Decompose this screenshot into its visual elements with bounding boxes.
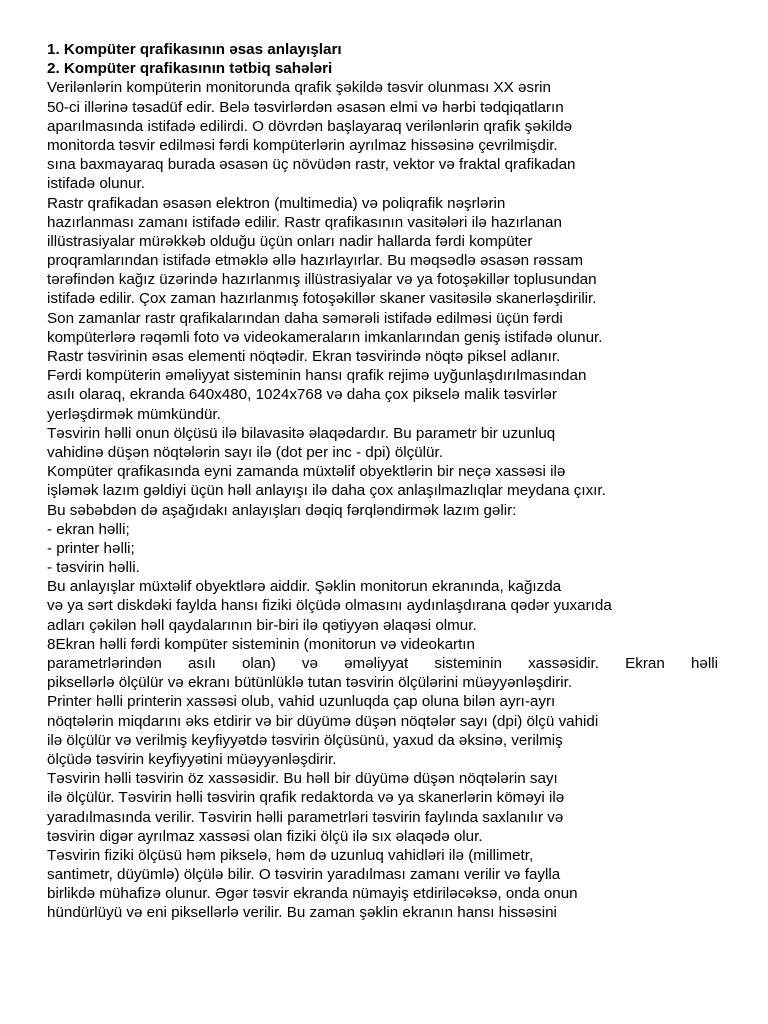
text-line: asılı olaraq, ekranda 640x480, 1024x768 və daha çox pikselə malik təsvirlər — [47, 386, 557, 404]
text-line: Rastr təsvirinin əsas elementi nöqtədir. Ekran təsvirində nöqtə piksel adlanır. — [47, 348, 561, 365]
text-line: Təsvirin həlli təsvirin öz xassəsidir. Bu həll bir düyümə düşən nöqtələrin sayı — [47, 770, 558, 788]
text-line: istifadə olunur. — [47, 175, 145, 193]
text-line: Bu səbəbdən də aşağıdakı anlayışları dəqiq fərqləndirmək lazım gəlir: — [47, 501, 517, 519]
list-item: - printer həlli; — [47, 539, 135, 557]
heading-2: 2. Kompüter qrafikasının tətbiq sahələri — [47, 60, 333, 78]
text-line: birlikdə mühafizə olunur. Əgər təsvir ekranda nümayiş etdiriləcəksə, onda onun — [47, 885, 578, 903]
text-line: santimetr, düyümlə) ölçülə bilir. O təsvirin yaradılması zamanı verilir və faylla — [47, 866, 561, 884]
text-line: aparılmasında istifadə edilirdi. O dövrdən başlayaraq verilənlərin qrafik şəkildə — [47, 117, 573, 135]
text-line: və ya sərt diskdəki faylda hansı fiziki ölçüdə olmasını aydınlaşdırana qədər yuxarıda — [47, 597, 612, 615]
text-line: tərəfindən kağız üzərində hazırlanmış illüstrasiyalar və ya fotoşəkillər toplusundan — [47, 271, 597, 289]
text-line: Fərdi kompüterin əməliyyat sisteminin hansı qrafik rejimə uyğunlaşdırılmasından — [47, 367, 587, 385]
text-line: sına baxmayaraq burada əsasən üç növüdən rastr, vektor və fraktal qrafikadan — [47, 156, 576, 174]
text-line: ilə ölçülür və verilmiş keyfiyyətdə təsvirin ölçüsünü, yaxud da əksinə, verilmiş — [47, 731, 563, 749]
text-line: istifadə edilir. Çox zaman hazırlanmış fotoşəkillər skaner vasitəsilə skanerləşdirilir. — [47, 290, 597, 308]
text-line: ilə ölçülür. Təsvirin həlli təsvirin qrafik redaktorda və ya skanerlərin köməyi ilə — [47, 789, 565, 807]
document-page — [47, 40, 727, 923]
text-line: hazırlanması zamanı istifadə edilir. Rastr qrafikasının vasitələri ilə hazırlanan — [47, 213, 562, 231]
text-line: təsvirin digər ayrılmaz xassəsi olan fiziki ölçü ilə sıx əlaqədə olur. — [47, 827, 483, 845]
text-line: Printer həlli printerin xassəsi olub, vahid uzunluqda çap oluna bilən ayrı-ayrı — [47, 693, 556, 711]
text-line: Verilənlərin kompüterin monitorunda qrafik şəkildə təsvir olunması XX əsrin — [47, 79, 551, 97]
text-line: illüstrasiyalar mürəkkəb olduğu üçün onları nadir hallarda fərdi kompüter — [47, 232, 533, 250]
text-line: yaradılmasında verilir. Təsvirin həlli parametrləri təsvirin faylında saxlanılır və — [47, 808, 564, 826]
text-line: monitorda təsvir edilməsi fərdi kompüterlərin ayrılmaz hissəsinə çevrilmişdir. — [47, 136, 558, 154]
text-line: yerləşdirmək mümkündür. — [47, 405, 221, 423]
text-line: Bu anlayışlar müxtəlif obyektlərə aiddir. Şəklin monitorun ekranında, kağızda — [47, 578, 562, 596]
text-line: piksellərlə ölçülür və ekranı bütünlüklə tutan təsvirin ölçülərini müəyyənləşdirir. — [47, 674, 573, 692]
text-line: proqramlarından istifadə etməklə əllə hazırlayırlar. Bu məqsədlə əsasən rəssam — [47, 252, 584, 270]
text-line: Təsvirin fiziki ölçüsü həm pikselə, həm də uzunluq vahidləri ilə (millimetr, — [47, 846, 534, 864]
text-line: 8Ekran həlli fərdi kompüter sisteminin (monitorun və videokartın — [47, 635, 475, 653]
text-line: Rastr qrafikadan əsasən elektron (multimedia) və poliqrafik nəşrlərin — [47, 194, 506, 212]
text-line: Son zamanlar rastr qrafikalarından daha səmərəli istifadə edilməsi üçün fərdi — [47, 309, 563, 327]
list-item: - ekran həlli; — [47, 520, 130, 538]
text-line: adları çəkilən həll qaydalarının bir-biri ilə qətiyyən əlaqəsi olmur. — [47, 616, 477, 634]
text-line: işləmək lazım gəldiyi üçün həll anlayışı ilə daha çox anlaşılmazlıqlar meydana çıxır. — [47, 482, 606, 500]
heading-1: 1. Kompüter qrafikasının əsas anlayışları — [47, 41, 342, 58]
text-line: 50-ci illərinə təsadüf edir. Belə təsvirlərdən əsasən elmi və hərbi tədqiqatların — [47, 98, 564, 116]
text-line: parametrlərindən asılı olan) və əməliyyat sisteminin xassəsidir. Ekran həlli — [47, 655, 718, 672]
text-line: Kompüter qrafikasında eyni zamanda müxtəlif obyektlərin bir neçə xassəsi ilə — [47, 463, 566, 481]
text-line: kompüterlərə rəqəmli foto və videokameraların imkanlarından geniş istifadə olunur. — [47, 328, 603, 346]
text-line: nöqtələrin miqdarını əks etdirir və bir düyümə düşən nöqtələr sayı (dpi) ölçü vahidi — [47, 712, 599, 730]
text-line: hündürlüyü və eni piksellərlə verilir. Bu zaman şəklin ekranın hansı hissəsini — [47, 904, 557, 922]
list-item: - təsvirin həlli. — [47, 559, 140, 577]
text-line: ölçüdə təsvirin keyfiyyətini müəyyənləşdirir. — [47, 750, 337, 768]
text-line: Təsvirin həlli onun ölçüsü ilə bilavasitə əlaqədardır. Bu parametr bir uzunluq — [47, 424, 556, 442]
text-line: vahidinə düşən nöqtələrin sayı ilə (dot per inc - dpi) ölçülür. — [47, 443, 443, 461]
